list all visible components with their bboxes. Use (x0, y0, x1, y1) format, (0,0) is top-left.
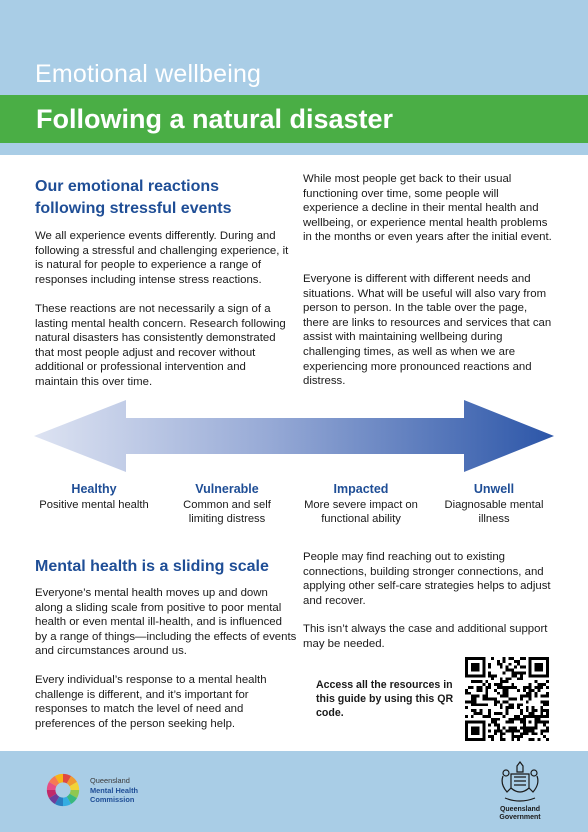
paragraph: While most people get back to their usual functioning over time, some people will experience a decline in their mental health and wellbeing, or experience mental health problems in the months or even years after the initial event. (303, 173, 552, 244)
qmhc-line: Queensland (90, 776, 130, 785)
paragraph: We all experience events differently. During and following a stressful and challenging experience, it is natural for people to experience a range of responses including intense stress reactions. (35, 230, 289, 286)
queensland-government-wordmark (490, 806, 550, 822)
sliding-scale-arrow (34, 400, 554, 472)
paragraph: This isn’t always the case and additional support may be needed. (303, 623, 548, 650)
stage-vulnerable (167, 482, 287, 526)
qmhc-line: Mental Health (90, 785, 139, 795)
stage-description: More severe impact on functional ability (304, 499, 418, 525)
stage-title: Healthy (71, 482, 117, 496)
stage-description: Common and self limiting distress (183, 499, 271, 525)
section-heading-emotional-reactions: Our emotional reactions following stressful events (35, 178, 232, 217)
qmhc-wordmark (90, 776, 138, 805)
paragraph: Everyone’s mental health moves up and down along a sliding scale from positive to poor mental health or even mental ill-health, and is influenced by a range of things—including the effects of events and circumstances around us. (35, 587, 297, 658)
paragraph: Everyone is different with different needs and situations. What will be useful will also vary from person to person. In the table over the page, there are links to resources and services that can assist with maintaining wellbeing during challenging times, as well as when we are experiencing more pronounced reactions and distress. (303, 273, 552, 388)
stage-healthy (34, 482, 154, 512)
stage-unwell (434, 482, 554, 526)
gov-line: Queensland (499, 806, 541, 813)
page-title: Following a natural disaster (36, 104, 394, 134)
qr-code-icon[interactable] (465, 657, 549, 741)
header-eyebrow: Emotional wellbeing (35, 60, 262, 88)
stage-impacted (301, 482, 421, 526)
stage-title: Unwell (473, 482, 515, 496)
gov-line: Government (499, 814, 541, 821)
qmhc-logo-icon (44, 771, 82, 809)
paragraph: Every individual’s response to a mental health challenge is different, and it’s important for responses to match the level of need and preferences of the person seeking help. (35, 674, 267, 730)
paragraph: People may find reaching out to existing connections, building stronger connections, and applying other self-care strategies helps to adjust and recover. (303, 551, 551, 607)
stage-description: Diagnosable mental illness (444, 499, 544, 525)
queensland-crest-icon (497, 760, 543, 804)
qmhc-line: Commission (90, 795, 135, 804)
stage-description: Positive mental health (39, 499, 149, 511)
qr-caption: Access all the resources in this guide by using this QR code. (316, 679, 454, 719)
section-heading-sliding-scale: Mental health is a sliding scale (35, 558, 269, 575)
paragraph: These reactions are not necessarily a sign of a lasting mental health concern. Research following natural disasters has consistently demonstrated that most people adjust and recover without additional or professional intervention and maintain this over time. (35, 303, 286, 388)
stage-title: Impacted (333, 482, 389, 496)
stage-title: Vulnerable (195, 482, 259, 496)
